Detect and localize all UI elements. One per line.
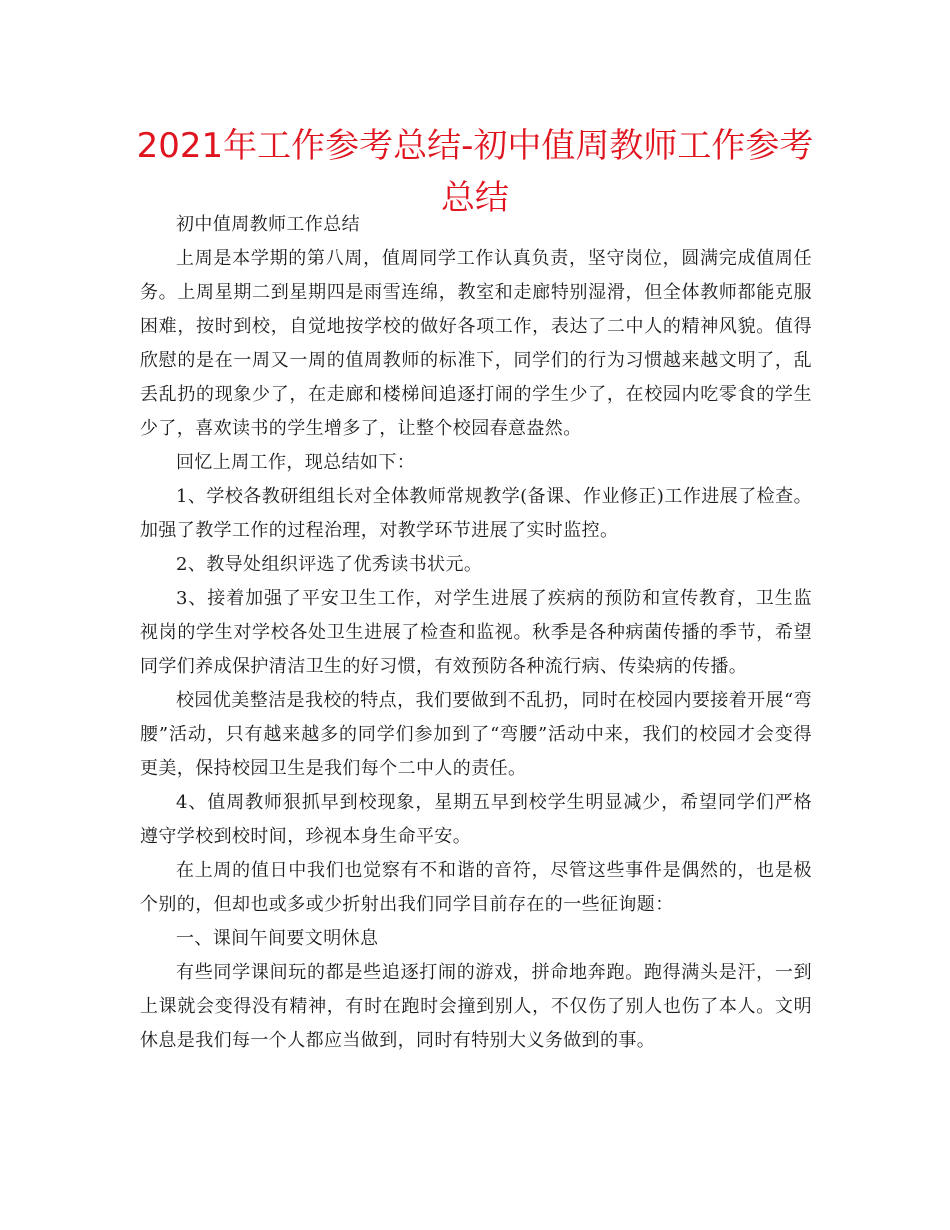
paragraph: 在上周的值日中我们也觉察有不和谐的音符，尽管这些事件是偶然的，也是极个别的，但却也或多或少折射出我们同学目前存在的一些征询题： [140, 860, 812, 915]
section-heading: 一、课间午间要文明休息 [176, 928, 379, 949]
paragraph-heading: 初中值周教师工作总结 [176, 214, 360, 235]
paragraph: 校园优美整洁是我校的特点，我们要做到不乱扔，同时在校园内要接着开展“弯腰”活动，只有越来越多的同学们参加到了“弯腰”活动中来，我们的校园才会变得更美，保持校园卫生是我们每个二中人的责任。 [140, 690, 812, 779]
paragraph: 上周是本学期的第八周，值周同学工作认真负责，坚守岗位，圆满完成值周任务。上周星期二到星期四是雨雪连绵，教室和走廊特别湿滑，但全体教师都能克服困难，按时到校，自觉地按学校的做好各项工作，表达了二中人的精神风貌。值得欣慰的是在一周又一周的值周教师的标准下，同学们的行为习惯越来越文明了，乱丢乱扔的现象少了，在走廊和楼梯间追逐打闹的学生少了，在校园内吃零食的学生少了，喜欢读书的学生增多了，让整个校园春意盎然。 [140, 248, 812, 439]
paragraph: 回忆上周工作，现总结如下： [176, 452, 416, 473]
paragraph: 1、学校各教研组组长对全体教师常规教学(备课、作业修正)工作进展了检查。加强了教学工作的过程治理，对教学环节进展了实时监控。 [140, 486, 812, 541]
paragraph: 有些同学课间玩的都是些追逐打闹的游戏，拼命地奔跑。跑得满头是汗，一到上课就会变得没有精神，有时在跑时会撞到别人，不仅伤了别人也伤了本人。文明休息是我们每一个人都应当做到，同时有特别大义务做到的事。 [140, 962, 812, 1051]
paragraph: 2、教导处组织评选了优秀读书状元。 [176, 554, 483, 575]
paragraph: 4、值周教师狠抓早到校现象，星期五早到校学生明显减少，希望同学们严格遵守学校到校时间，珍视本身生命平安。 [140, 792, 812, 847]
document-body [140, 208, 812, 1058]
document-title: 2021年工作参考总结-初中值周教师工作参考总结 [136, 126, 814, 218]
paragraph: 3、接着加强了平安卫生工作，对学生进展了疾病的预防和宣传教育，卫生监视岗的学生对学校各处卫生进展了检查和监视。秋季是各种病菌传播的季节，希望同学们养成保护清洁卫生的好习惯，有效预防各种流行病、传染病的传播。 [140, 588, 812, 677]
